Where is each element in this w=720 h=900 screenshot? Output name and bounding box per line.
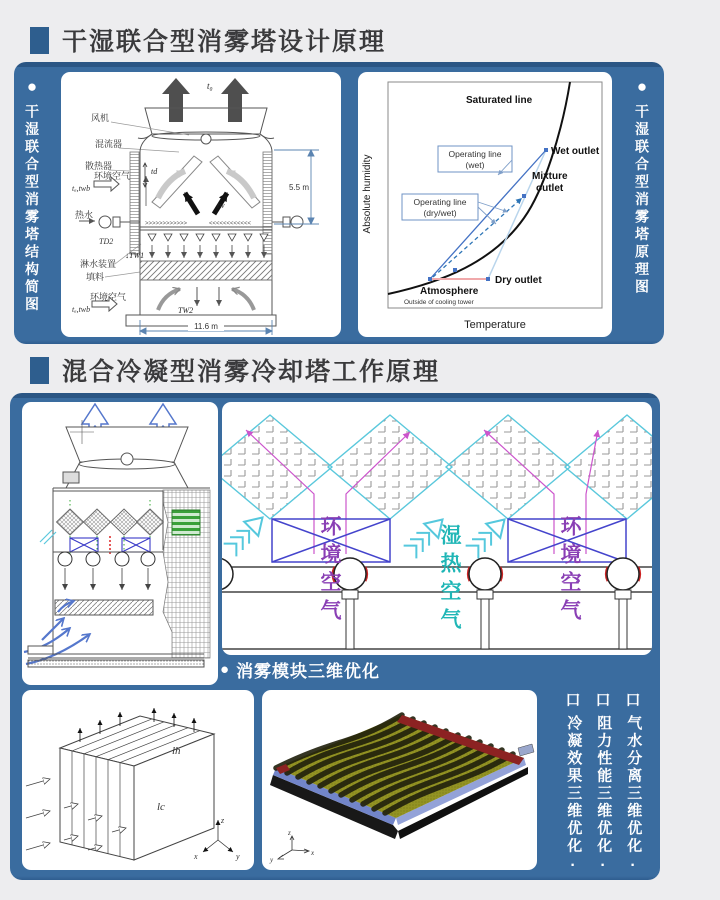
bullet-icon: ●: [636, 77, 648, 96]
optimization-bullet-list: [562, 693, 644, 874]
op-drywet-text1: Operating line: [413, 197, 467, 207]
header-square-icon: [30, 357, 49, 384]
x-axis-label: x: [194, 852, 198, 861]
structure-lines: [222, 567, 652, 649]
sliced-box: [60, 716, 214, 860]
height-dimension-label: 5.5 m: [288, 183, 309, 192]
psychrometric-chart: [358, 72, 612, 337]
mixture-outlet-label1: Mixture: [532, 171, 568, 182]
mixture-outlet-label2: outlet: [536, 183, 564, 194]
list-item: [622, 693, 644, 874]
green-louver: [172, 510, 200, 535]
fog-modules: [57, 509, 164, 535]
mixer-label: 混流器: [95, 139, 123, 149]
td2-label: TD2: [99, 237, 114, 246]
ta-twb-top-label: tₐ,twb: [72, 184, 91, 193]
hot-water-label: 热水: [75, 210, 94, 220]
bullet-text: 冷凝效果三维优化: [565, 715, 583, 855]
fan-cowl: [138, 108, 274, 144]
section1-left-vertical-label: [16, 78, 48, 314]
tw-label: tw: [217, 201, 225, 210]
list-item: [562, 693, 584, 874]
condensing-tower-card: [22, 402, 218, 685]
section1-title: 干湿联合型消雾塔设计原理: [62, 28, 387, 56]
list-item: [592, 693, 614, 874]
ambient-air-text-left: 环境空气: [318, 515, 341, 627]
square-bullet-icon: 口: [565, 692, 581, 709]
principle-chart-card: [358, 72, 612, 337]
op-wet-text2: (wet): [465, 160, 485, 170]
pump-legs: [342, 590, 631, 649]
cyan-chevrons: [40, 530, 56, 544]
bottom-air-arrows: [158, 287, 254, 310]
y-axis-label: y: [236, 852, 240, 861]
module-3d-diagram: [22, 690, 254, 870]
humid-hot-air-text: 湿热空气: [438, 524, 461, 636]
eliminator-diamonds: [222, 415, 652, 519]
plume-up-arrows: [162, 78, 249, 122]
mesh-slab: [270, 715, 534, 839]
module-optimization-title: [220, 657, 380, 682]
square-bullet-icon: 口: [595, 692, 611, 709]
mesh-render-card: [262, 690, 537, 870]
airflow-diagram: [222, 402, 652, 655]
x-axis-label: Temperature: [464, 319, 526, 331]
fill-band: [140, 261, 272, 280]
td-double-arrow: [143, 163, 147, 187]
section1-panel: [14, 62, 664, 344]
dry-outlet-label: Dry outlet: [495, 275, 542, 286]
bullet-icon: ●: [26, 77, 38, 96]
op-drywet-text2: (dry/wet): [423, 208, 457, 218]
lc-label: lc: [157, 801, 165, 813]
square-bullet-icon: 口: [625, 692, 641, 709]
y-axis-label: Absolute humidity: [362, 154, 373, 234]
left-radiator: [130, 152, 139, 254]
component-labels: [72, 112, 130, 314]
chevrons-left: <<<<<<<<<<<<: [209, 221, 252, 227]
ambient-chevron-arrows: [223, 510, 512, 559]
mesh-render: [262, 690, 537, 870]
tw2-label: TW2: [178, 306, 194, 315]
dot-icon: ·: [630, 857, 636, 874]
x-axis-label: x: [311, 849, 315, 857]
z-axis-label: z: [288, 829, 291, 837]
tower-structure-diagram: [61, 72, 341, 337]
fan-cowl: [66, 420, 188, 488]
axis-triad: [278, 836, 309, 859]
fill-label: 填料: [86, 272, 105, 282]
z-axis-label: z: [221, 816, 225, 825]
module-title-text: 消雾模块三维优化: [236, 662, 381, 681]
section2-header: [30, 352, 440, 388]
down-pipes: [65, 568, 148, 590]
saturated-line-label: Saturated line: [466, 95, 533, 106]
chevrons-right: >>>>>>>>>>>>: [145, 221, 188, 227]
right-vertical-label-text: 干湿联合型消雾塔原理图: [634, 104, 650, 297]
distribution-circles: [58, 552, 155, 566]
operating-wet-callout: [438, 146, 512, 175]
section2-panel: [10, 393, 660, 880]
tw1-label: ↓TW1: [125, 251, 145, 260]
section1-right-vertical-label: [626, 78, 658, 297]
y-axis-label: y: [270, 856, 274, 864]
ta-twb-bottom-label: tₐ,twb: [72, 305, 91, 314]
ambient-air-bottom-label: 环境空气: [90, 292, 127, 302]
spray-down-arrows: [152, 245, 264, 258]
dot-icon: ·: [600, 857, 606, 874]
spray-nozzles: [148, 234, 268, 241]
lh-label: lh: [172, 745, 181, 757]
tower-structure-card: [61, 72, 341, 337]
ambient-air-text-right: 环境空气: [558, 515, 581, 627]
wet-outlet-label: Wet outlet: [551, 146, 600, 157]
fan-label: 风机: [91, 113, 110, 123]
t0-label: t₀: [207, 81, 213, 91]
ambient-air-top-label: 环境空气: [94, 171, 131, 181]
bullet-text: 气水分离三维优化: [625, 715, 643, 855]
module-3d-card: [22, 690, 254, 870]
left-vertical-label-text: 干湿联合型消雾塔结构简图: [24, 104, 40, 314]
bullet-icon: ●: [220, 661, 231, 678]
section1-header: [30, 22, 386, 58]
outside-note-label: Outside of cooling tower: [404, 299, 474, 306]
fan-motor: [63, 472, 79, 483]
spray-device-label: 淋水装置: [80, 259, 117, 269]
header-square-icon: [30, 27, 49, 54]
atmosphere-label: Atmosphere: [420, 286, 479, 297]
condensing-tower-diagram: [22, 402, 218, 685]
section2-title: 混合冷凝型消雾冷却塔工作原理: [62, 358, 441, 386]
airflow-diagram-card: [222, 402, 652, 655]
td-label: td: [151, 167, 158, 176]
radiator-label: 散热器: [85, 161, 113, 171]
dot-icon: ·: [570, 857, 576, 874]
width-dimension-label: 11.6 m: [194, 322, 218, 331]
bullet-text: 阻力性能三维优化: [595, 715, 613, 855]
op-wet-text1: Operating line: [448, 149, 502, 159]
